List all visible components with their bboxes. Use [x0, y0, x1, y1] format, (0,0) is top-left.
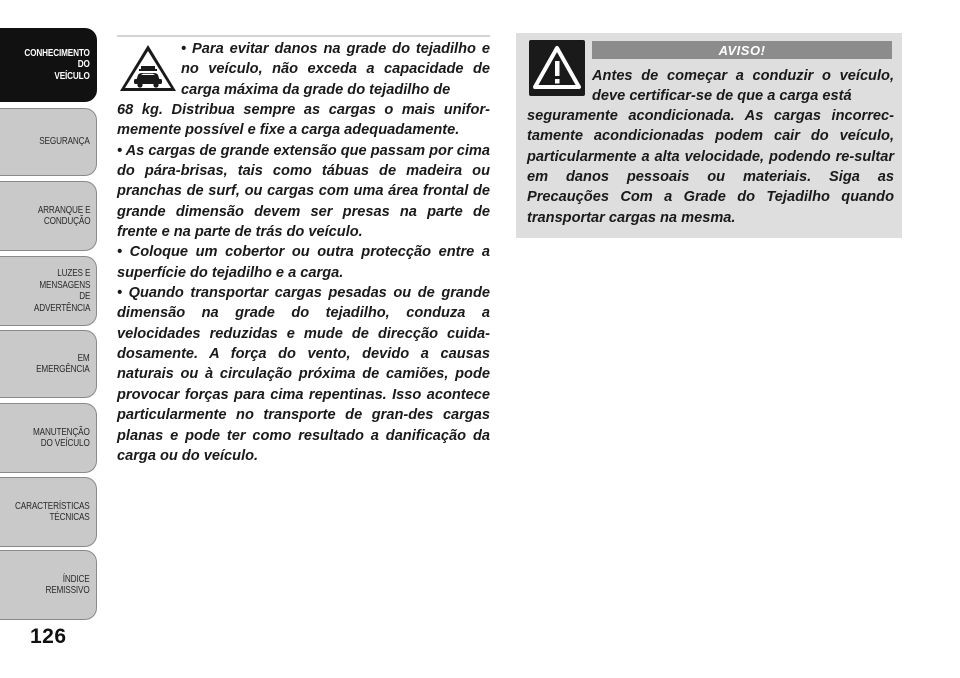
warning-text-intro: Antes de começar a conduzir o veículo, deve certificar-se de que a carga está: [592, 68, 894, 105]
warning-title-bar: [592, 41, 892, 59]
tab-arranque-e-conducao[interactable]: [0, 181, 97, 251]
bullet-item: • Quando transportar cargas pesadas ou de grande dimensão na grade do tejadilho, conduza a velocidades reduzidas e mude de direcção cuida-dosamente. A força do vento, devido a causas naturais ou à circulação próxima de camiões, pode provocar forças para cima repentinas. Isso acontece particularmente no transporte de gran-des cargas planas e pode ter como resultado a danificação da carga ou do veículo.: [117, 285, 490, 464]
tab-label: ÍNDICE REMISSIVO: [45, 572, 90, 596]
tab-label: EM EMERGÊNCIA: [36, 351, 90, 375]
tab-label: SEGURANÇA: [39, 135, 90, 148]
tab-seguranca[interactable]: [0, 108, 97, 176]
top-rule: [117, 35, 490, 37]
tab-label: ARRANQUE E CONDUÇÃO: [37, 203, 90, 227]
page-number: 126: [30, 625, 67, 648]
tab-label: LUZES E MENSAGENS DE ADVERTÊNCIA: [33, 267, 90, 314]
tab-label: CARACTERÍSTICAS TÉCNICAS: [15, 499, 90, 523]
warning-triangle-icon: [529, 40, 585, 96]
tab-luzes-e-mensagens[interactable]: [0, 256, 97, 326]
paragraph: 68 kg. Distribua sempre as cargas o mais unifor-memente possível e fixe a carga adequadamente.: [117, 102, 490, 139]
tab-manutencao-do-veiculo[interactable]: [0, 403, 97, 473]
tab-indice-remissivo[interactable]: [0, 550, 97, 620]
bullet-item: • Coloque um cobertor ou outra protecção entre a superfície do tejadilho e a carga.: [117, 244, 490, 281]
tab-label: MANUTENÇÃO DO VEÍCULO: [33, 425, 90, 449]
car-load-warning-icon: [117, 42, 179, 94]
roof-load-bullet-intro: • Para evitar danos na grade do tejadilho e no veículo, não exceda a capacidade de carga máxima da grade do tejadilho de: [181, 41, 490, 98]
tab-conhecimento-do-veiculo[interactable]: [0, 28, 97, 102]
roof-load-instructions: [117, 100, 490, 466]
tab-em-emergencia[interactable]: [0, 330, 97, 398]
warning-title: AVISO!: [718, 42, 766, 58]
tab-caracteristicas-tecnicas[interactable]: [0, 477, 97, 547]
warning-text: seguramente acondicionada. As cargas incorrec-tamente acondicionadas podem cair do veículo, particularmente a alta velocidade, podendo re-sultar em danos pessoais ou materiais. Siga as Precauções Com a Grade do Tejadilho quando transportar cargas na mesma.: [527, 108, 894, 226]
tab-label: CONHECIMENTO DO VEÍCULO: [24, 46, 90, 82]
bullet-item: • As cargas de grande extensão que passam por cima do pára-brisas, tais como tábuas de madeira ou pranchas de surf, ou cargas com uma área frontal de grande dimensão devem ser presas na parte de frente e na parte de trás do veículo.: [117, 142, 490, 241]
